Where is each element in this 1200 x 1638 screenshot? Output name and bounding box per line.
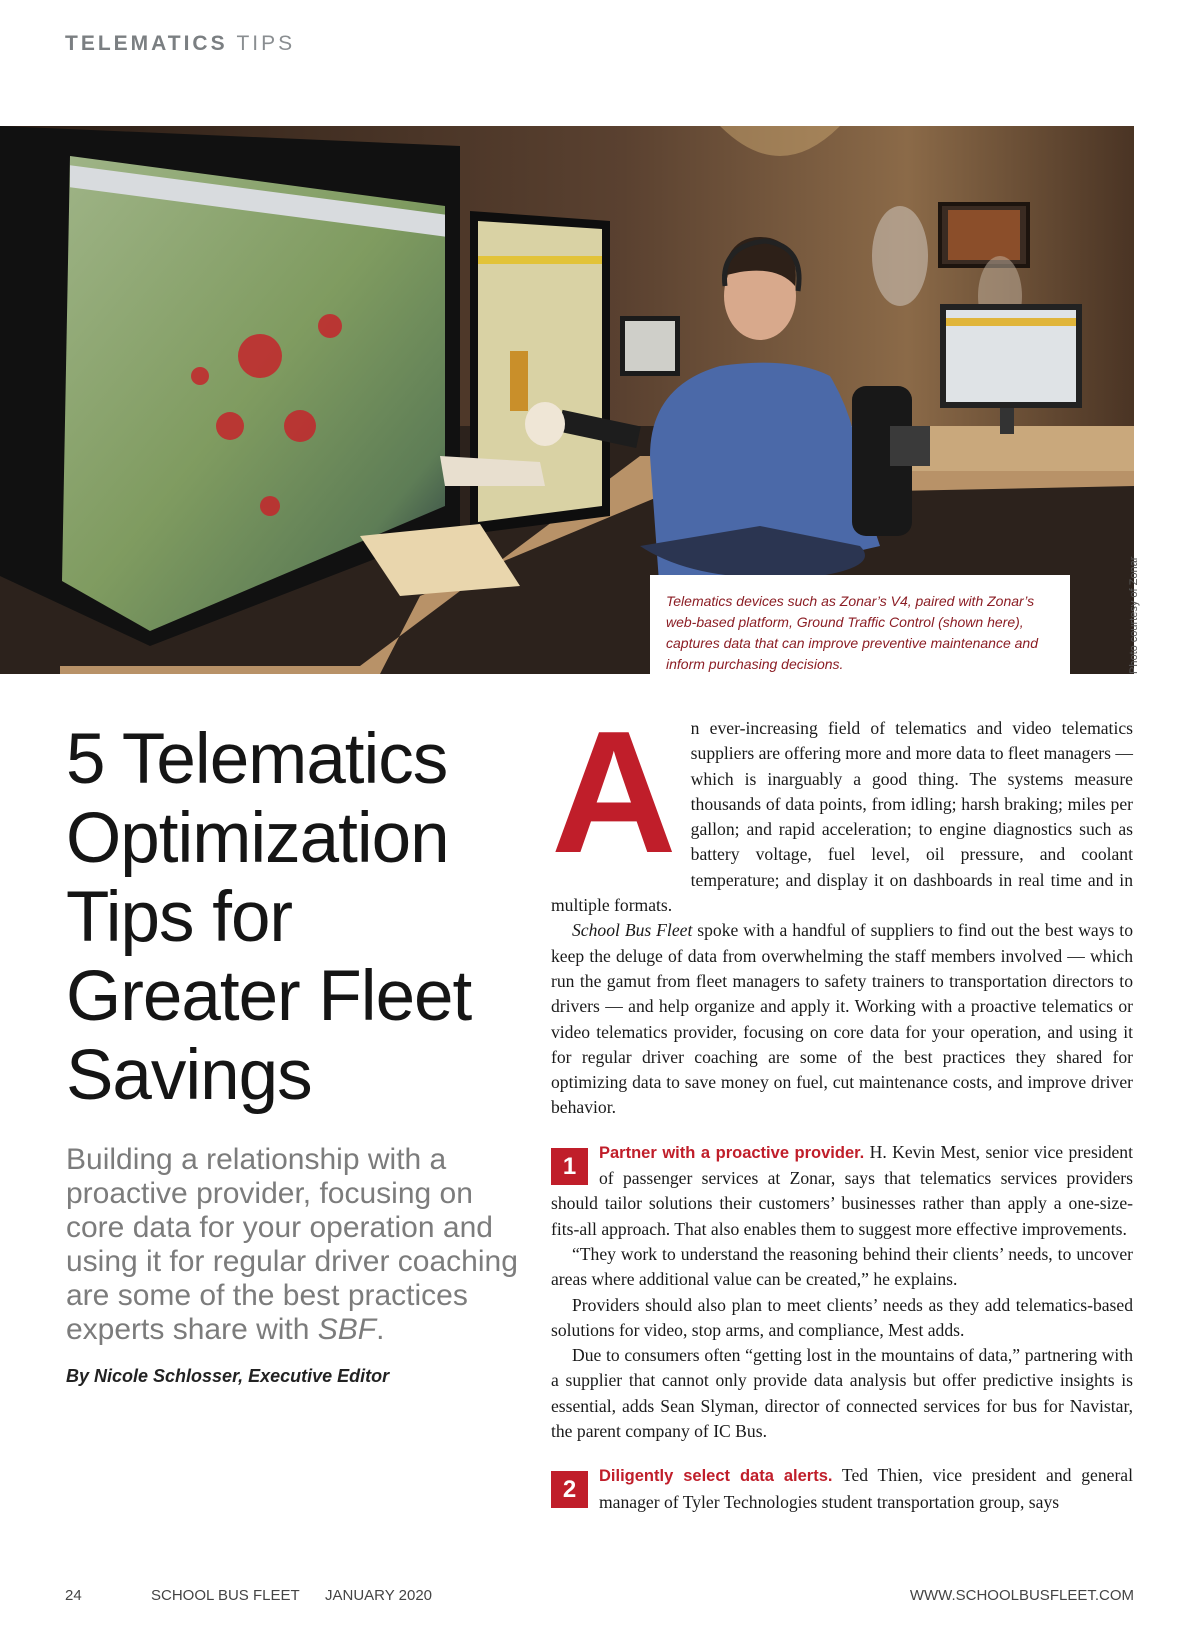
section-label-light: TIPS: [236, 32, 296, 55]
byline: By Nicole Schlosser, Executive Editor: [66, 1366, 390, 1386]
deck-end: .: [376, 1313, 385, 1346]
tip-1: [551, 1140, 1133, 1242]
tip-1-number: 1: [551, 1148, 588, 1185]
tip-2-number: 2: [551, 1471, 588, 1508]
article-deck: [66, 1143, 526, 1347]
tip-1-title: Partner with a proactive provider.: [599, 1143, 865, 1162]
tip-1-paragraph-4: Due to consumers often “getting lost in the mountains of data,” partnering with a supplier that cannot only provide data analysis but offer predictive insights is essential, adds Sean Slyman, director of connected services for bus for Navistar, the parent company of IC Bus.: [551, 1345, 1133, 1442]
deck-text: Building a relationship with a proactive provider, focusing on core data for your operation and using it for regular driver coaching are some of the best practices experts share with: [66, 1143, 518, 1346]
article-headline: 5 Telematics Optimization Tips for Greater Fleet Savings: [66, 720, 472, 1115]
website-url: WWW.SCHOOLBUSFLEET.COM: [909, 1587, 1134, 1604]
intro-text: n ever-increasing field of telematics and video telematics suppliers are offering more and more data to fleet managers — which is inarguably a good thing. The systems measure thousands of data points, from idling; harsh braking; miles per gallon; and rapid acceleration; to engine diagnostics such as battery voltage, fuel level, oil pressure, and coolant temperature; and display it on dashboards in real time and in multiple formats.: [551, 718, 1133, 916]
tip-2-text: Ted Thien, vice president and general manager of Tyler Technologies student transportation group, says: [599, 1465, 1133, 1512]
magazine-name: SCHOOL BUS FLEET: [151, 1587, 300, 1604]
publication-name: School Bus Fleet: [572, 920, 693, 941]
tip-1-paragraph-2: “They work to understand the reasoning behind their clients’ needs, to uncover areas where additional value can be created,” he explains.: [551, 1243, 1133, 1290]
tip-1-paragraph-3: Providers should also plan to meet clients’ needs as they add telematics-based solutions for video, stop arms, and compliance, Mest adds.: [551, 1294, 1133, 1340]
paragraph-2-text: spoke with a handful of suppliers to find out the best ways to keep the deluge of data from overwhelming the staff members involved — which run the gamut from fleet managers to safety trainers to transportation directors to drivers — and help organize and apply it. Working with a proactive telematics or video telematics provider, focusing on core data for your operation, and using it for regular driver coaching are some of the best practices they shared for optimizing data to save money on fuel, cut maintenance costs, and improve driver behavior.: [551, 920, 1133, 1118]
page-number: 24: [65, 1587, 82, 1604]
issue-date: JANUARY 2020: [325, 1587, 433, 1604]
section-label-bold: TELEMATICS: [65, 32, 228, 55]
tip-2: [551, 1463, 1133, 1515]
intro-paragraph: [551, 694, 1133, 918]
tip-1-text: H. Kevin Mest, senior vice president of passenger services at Zonar, says that telematics services providers should tailor solutions their customers’ businesses rather than apply a one-size-fits-all approach. That also enables them to suggest more effective improvements.: [551, 1141, 1133, 1239]
tip-2-title: Diligently select data alerts.: [599, 1467, 833, 1486]
paragraph-2: [551, 918, 1133, 1120]
deck-italic: SBF: [317, 1313, 377, 1346]
section-label: [65, 32, 295, 56]
drop-cap: A: [551, 694, 677, 889]
photo-credit: Photo courtesy of Zonar: [1128, 556, 1140, 674]
article-body: [551, 694, 1133, 1515]
photo-caption: Telematics devices such as Zonar’s V4, paired with Zonar’s web-based platform, Ground Traffic Control (shown here), captures data that can improve preventive maintenance and inform purchasing decisions.: [650, 575, 1070, 675]
